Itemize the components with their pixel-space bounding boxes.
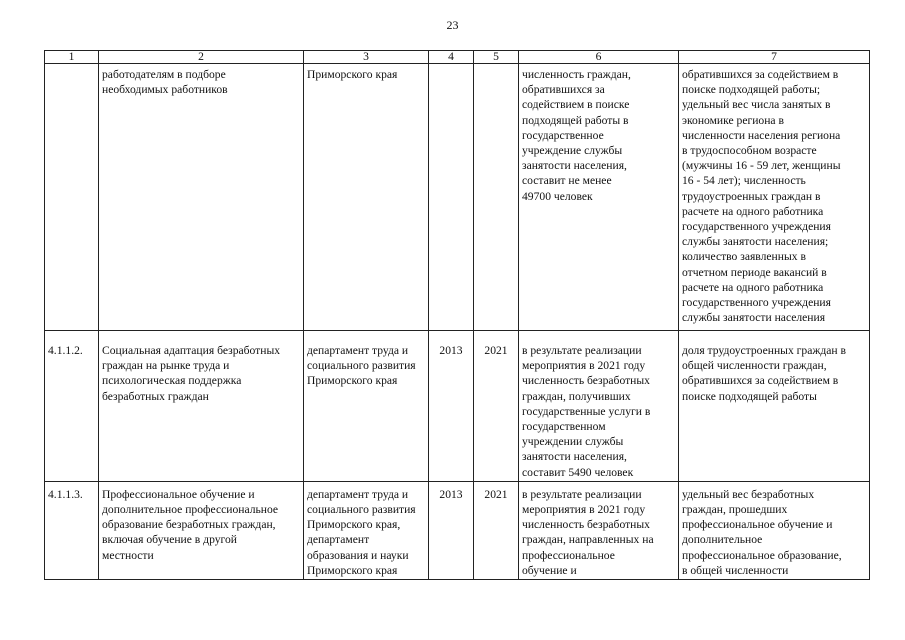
table-row xyxy=(45,64,870,331)
item-number-cell: 4.1.1.3. xyxy=(45,481,99,579)
expected-result-cell: численность граждан, обратившихся за содействием в поиске подходящей работы в государственное учреждение службы занятости населения, составит не менее 49700 человек xyxy=(519,64,679,331)
measure-name-cell: Социальная адаптация безработных граждан на рынке труда и психологическая поддержка безработных граждан xyxy=(99,331,304,482)
measures-table xyxy=(44,50,870,580)
column-header: 4 xyxy=(429,51,474,64)
column-header: 2 xyxy=(99,51,304,64)
table-row xyxy=(45,481,870,579)
start-year-cell: 2013 xyxy=(429,481,474,579)
start-year-cell: 2013 xyxy=(429,331,474,482)
responsible-cell: департамент труда и социального развития Приморского края, департамент образования и науки Приморского края xyxy=(304,481,429,579)
indicator-cell: удельный вес безработных граждан, прошедших профессиональное обучение и дополнительное профессиональное образование, в общей численности xyxy=(679,481,870,579)
measure-name-cell: работодателям в подборе необходимых работников xyxy=(99,64,304,331)
start-year-cell xyxy=(429,64,474,331)
item-number-cell xyxy=(45,64,99,331)
column-header: 3 xyxy=(304,51,429,64)
item-number-cell: 4.1.1.2. xyxy=(45,331,99,482)
column-header: 1 xyxy=(45,51,99,64)
indicator-cell: обратившихся за содействием в поиске подходящей работы; удельный вес числа занятых в экономике региона в численности населения региона в трудоспособном возрасте (мужчины 16 - 59 лет, женщины 16 - 54 лет); численность трудоустроенных граждан в расчете на одного работника государственного учреждения службы занятости населения; количество заявленных в отчетном периоде вакансий в расчете на одного работника государственного учреждения службы занятости населения xyxy=(679,64,870,331)
page-number: 23 xyxy=(446,18,459,32)
expected-result-cell: в результате реализации мероприятия в 2021 году численность безработных граждан, направленных на профессиональное обучение и xyxy=(519,481,679,579)
end-year-cell: 2021 xyxy=(474,331,519,482)
expected-result-cell: в результате реализации мероприятия в 2021 году численность безработных граждан, получивших государственные услуги в государственном учреждении службы занятости населения, составит 5490 человек xyxy=(519,331,679,482)
column-header: 7 xyxy=(679,51,870,64)
end-year-cell: 2021 xyxy=(474,481,519,579)
column-header: 5 xyxy=(474,51,519,64)
end-year-cell xyxy=(474,64,519,331)
responsible-cell: Приморского края xyxy=(304,64,429,331)
column-header: 6 xyxy=(519,51,679,64)
header-row xyxy=(45,51,870,64)
measure-name-cell: Профессиональное обучение и дополнительное профессиональное образование безработных граждан, включая обучение в другой местности xyxy=(99,481,304,579)
indicator-cell: доля трудоустроенных граждан в общей численности граждан, обратившихся за содействием в поиске подходящей работы xyxy=(679,331,870,482)
responsible-cell: департамент труда и социального развития Приморского края xyxy=(304,331,429,482)
table-row xyxy=(45,331,870,482)
